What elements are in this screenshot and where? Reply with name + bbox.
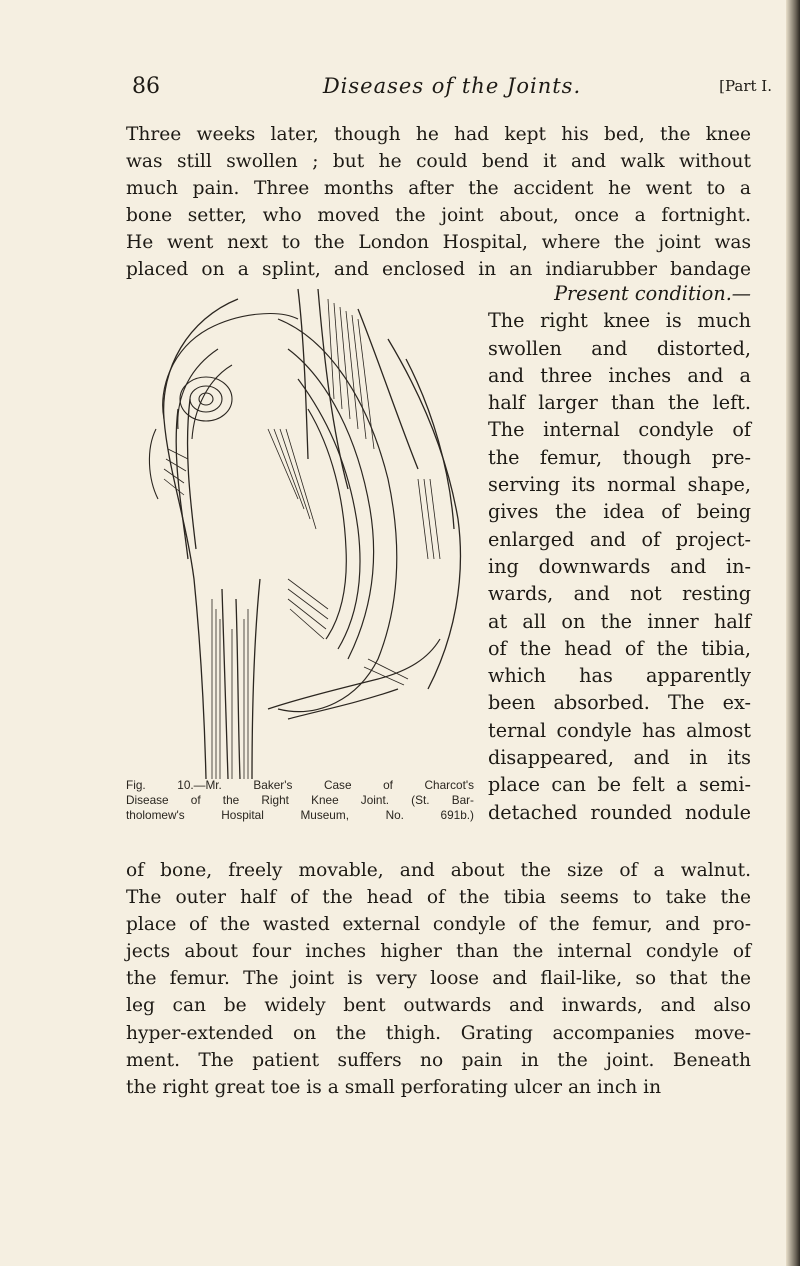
text-line: of the head of the tibia, <box>488 636 751 660</box>
text-line: He went next to the London Hospital, where the joint was <box>126 232 751 254</box>
text-line: at all on the inner half <box>488 609 751 633</box>
text-line: hyper-extended on the thigh. Grating accompanies move- <box>126 1022 751 1044</box>
running-header <box>132 74 772 104</box>
figure-caption <box>126 778 474 823</box>
text-line: The internal condyle of <box>488 418 751 442</box>
body-paragraph-side <box>488 280 751 826</box>
text-line: and three inches and a <box>488 363 751 387</box>
text-line: placed on a splint, and enclosed in an indiarubber bandage <box>126 259 751 281</box>
page-number: 86 <box>132 74 160 99</box>
text-line: disappeared, and in its <box>488 746 751 770</box>
text-line: jects about four inches higher than the internal condyle of <box>126 941 751 963</box>
knee-joint-illustration <box>128 279 472 779</box>
body-paragraph-bottom <box>126 857 751 1101</box>
running-title: Diseases of the Joints. <box>322 74 582 98</box>
text-line: gives the idea of being <box>488 500 751 524</box>
text-line: serving its normal shape, <box>488 473 751 497</box>
page-edge-shadow <box>786 0 800 1266</box>
text-line: place can be felt a semi- <box>488 773 751 797</box>
text-line: enlarged and of project- <box>488 527 751 551</box>
text-line: ing downwards and in- <box>488 554 751 578</box>
text-line: was still swollen ; but he could bend it and walk without <box>126 151 751 173</box>
text-line: detached rounded nodule <box>488 800 751 824</box>
text-line: of bone, freely movable, and about the size of a walnut. <box>126 860 751 881</box>
text-line: ternal condyle has almost <box>488 718 751 742</box>
text-line: wards, and not resting <box>488 582 751 606</box>
text-line: the femur, though pre- <box>488 445 751 469</box>
text-line: The outer half of the head of the tibia seems to take the <box>126 887 751 909</box>
text-line: been absorbed. The ex- <box>488 691 751 715</box>
caption-line: Disease of the Right Knee Joint. (St. Bar- <box>126 793 474 807</box>
part-label: [Part I. <box>719 77 772 95</box>
caption-line: Fig. 10.—Mr. Baker's Case of Charcot's <box>126 778 474 792</box>
text-line: half larger than the left. <box>488 391 751 415</box>
body-paragraph-top <box>126 121 751 284</box>
section-heading: Present condition.— <box>554 282 751 305</box>
caption-line: tholomew's Hospital Museum, No. 691b.) <box>126 808 474 822</box>
text-line: the right great toe is a small perforating ulcer an inch in <box>126 1076 662 1098</box>
text-line: the femur. The joint is very loose and flail-like, so that the <box>126 968 751 990</box>
text-line: place of the wasted external condyle of the femur, and pro- <box>126 914 751 936</box>
text-line: bone setter, who moved the joint about, once a fortnight. <box>126 205 751 227</box>
text-line: leg can be widely bent outwards and inwards, and also <box>126 995 751 1017</box>
text-line: much pain. Three months after the accident he went to a <box>126 178 751 200</box>
text-line: Three weeks later, though he had kept his bed, the knee <box>126 124 751 145</box>
text-line: The right knee is much <box>488 309 751 333</box>
text-line: ment. The patient suffers no pain in the joint. Beneath <box>126 1049 751 1071</box>
text-line: swollen and distorted, <box>488 336 751 360</box>
text-line: which has apparently <box>488 664 751 688</box>
knee-engraving-icon <box>128 279 472 779</box>
